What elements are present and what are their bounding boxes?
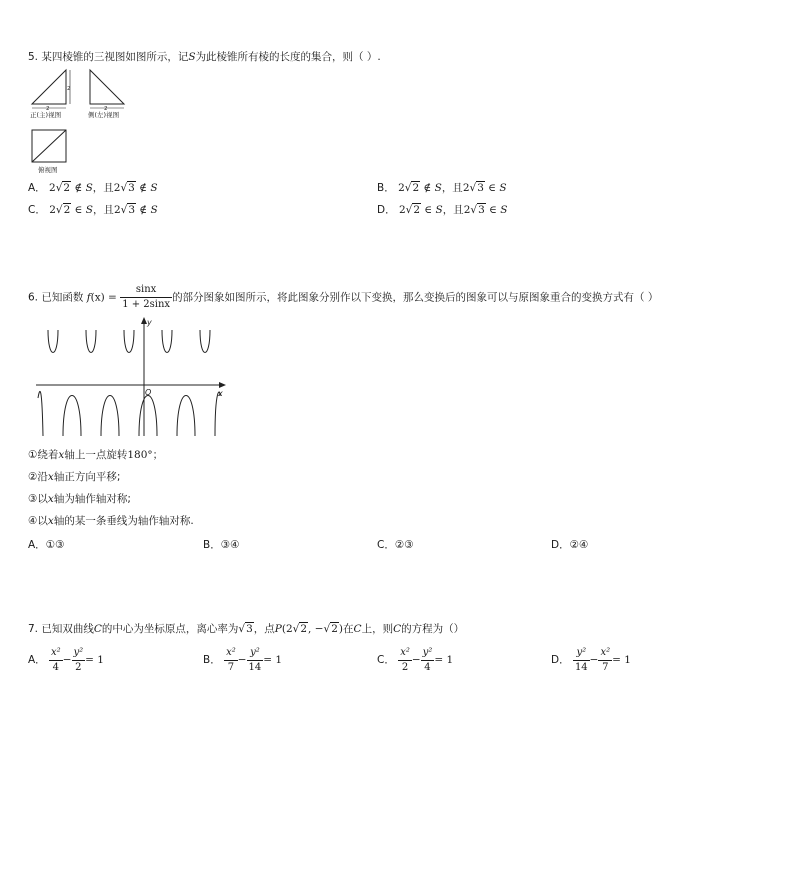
frac-numerator: x² bbox=[49, 646, 63, 661]
set-var: S bbox=[500, 204, 508, 216]
radicand: 3 bbox=[128, 182, 135, 194]
q5-option-b[interactable] bbox=[377, 180, 507, 195]
upper-branch bbox=[86, 330, 96, 353]
q6-fraction bbox=[120, 283, 172, 312]
set-var: S bbox=[85, 204, 93, 216]
conj: ，且 bbox=[442, 204, 464, 216]
frac-numerator: sinx bbox=[120, 283, 172, 298]
func-name: f bbox=[86, 291, 91, 304]
option-letter: D． bbox=[551, 539, 570, 551]
item-var: x bbox=[47, 471, 54, 483]
x-axis-label: x bbox=[218, 389, 223, 398]
q5-three-view-figure bbox=[28, 68, 138, 178]
frac-numerator: y² bbox=[573, 646, 590, 661]
option-text: ③④ bbox=[220, 539, 240, 551]
func-arg: (x) = bbox=[90, 291, 117, 304]
option-letter: C． bbox=[377, 539, 395, 551]
set-var: S bbox=[499, 182, 507, 194]
top-view-label: 俯视图 bbox=[38, 166, 58, 174]
option-letter: C． bbox=[377, 654, 395, 666]
top-view-diagonal bbox=[32, 130, 66, 162]
rhs: = 1 bbox=[85, 654, 104, 666]
conj: ，且 bbox=[92, 182, 114, 194]
q6-option-a[interactable] bbox=[28, 537, 65, 552]
option-letter: D． bbox=[377, 204, 396, 216]
item-var: x bbox=[58, 449, 65, 461]
option-text: ②③ bbox=[394, 539, 414, 551]
conj: ，且 bbox=[441, 182, 463, 194]
option-letter: A． bbox=[28, 182, 46, 194]
lower-branch bbox=[215, 392, 220, 436]
side-view-width-label: 2 bbox=[104, 106, 108, 112]
radicand: 3 bbox=[478, 204, 485, 216]
coef: 2 bbox=[49, 182, 56, 194]
coef: 2 bbox=[113, 182, 121, 194]
frac-numerator: y² bbox=[72, 646, 86, 661]
front-view-label: 正(主)视图 bbox=[30, 111, 62, 119]
lower-branch bbox=[177, 396, 195, 437]
relation: ∉ bbox=[74, 182, 83, 194]
radicand: 2 bbox=[63, 182, 71, 194]
sqrt-2: √2 bbox=[404, 182, 420, 194]
q6-option-c[interactable] bbox=[377, 537, 414, 552]
coef: 2 bbox=[398, 204, 406, 216]
item-text: ①绕着 bbox=[28, 449, 59, 461]
q6-option-d[interactable] bbox=[551, 537, 588, 552]
sqrt-coord: √2 bbox=[292, 623, 308, 635]
option-letter: B． bbox=[203, 539, 221, 551]
q5-stem-text-2: 为此棱锥所有棱的长度的集合，则（ ）. bbox=[195, 51, 381, 63]
item-text: ④以 bbox=[28, 515, 48, 527]
rhs: = 1 bbox=[263, 654, 283, 666]
upper-branch bbox=[200, 330, 210, 353]
radicand: 2 bbox=[413, 204, 421, 216]
frac-denominator: 14 bbox=[248, 661, 262, 673]
upper-branch bbox=[162, 330, 172, 353]
coef: 2 bbox=[463, 204, 471, 216]
q6-stem bbox=[28, 283, 658, 312]
q7-option-d[interactable]: D． $\frac{\text{y²}}{14}$ − $\frac{\text{x²}}{7}$ = 1 bbox=[551, 646, 631, 673]
radicand: 3 bbox=[128, 204, 136, 216]
conj: ，且 bbox=[92, 204, 114, 216]
q7-option-b[interactable]: B． $\frac{\text{x²}}{7}$ − $\frac{\text{y²}}{14}$ = 1 bbox=[203, 646, 283, 673]
lower-branch bbox=[101, 396, 119, 437]
frac-numerator: y² bbox=[421, 646, 435, 661]
coord: (2 bbox=[281, 623, 293, 635]
y-axis-label: y bbox=[147, 318, 152, 327]
option-text: ②④ bbox=[569, 539, 589, 551]
frac-denominator: 4 bbox=[52, 661, 60, 673]
radicand: 3 bbox=[246, 623, 253, 635]
option-letter: A． bbox=[28, 654, 46, 666]
set-var: S bbox=[150, 204, 158, 216]
relation: ∉ bbox=[139, 182, 147, 194]
frac-1 bbox=[573, 646, 590, 675]
frac-2 bbox=[247, 646, 264, 675]
radicand: 3 bbox=[477, 182, 484, 194]
coef: 2 bbox=[113, 204, 121, 216]
frac-numerator: y² bbox=[247, 646, 264, 661]
q6-item-2 bbox=[28, 469, 120, 484]
curve-var: C bbox=[93, 623, 102, 635]
q5-set-var: S bbox=[188, 51, 196, 63]
option-letter: A． bbox=[28, 539, 46, 551]
relation: ∈ bbox=[488, 182, 497, 194]
q7-stem-text: ，点 bbox=[253, 623, 275, 635]
item-text: 轴的某一条垂线为轴作轴对称. bbox=[53, 515, 194, 527]
frac-denominator: 4 bbox=[424, 661, 431, 673]
relation: ∈ bbox=[424, 204, 433, 216]
option-text: ①③ bbox=[45, 539, 65, 551]
side-view-triangle bbox=[90, 70, 124, 104]
relation: ∉ bbox=[423, 182, 432, 194]
sqrt-3: √3 bbox=[120, 182, 135, 194]
sqrt-3: √3 bbox=[120, 204, 136, 216]
rhs: = 1 bbox=[612, 654, 631, 666]
q5-option-c[interactable] bbox=[28, 202, 158, 217]
frac-1 bbox=[49, 646, 63, 675]
origin-label: O bbox=[145, 388, 152, 397]
lower-branch bbox=[63, 396, 81, 437]
frac-denominator: 14 bbox=[574, 661, 588, 673]
q5-option-d[interactable] bbox=[377, 202, 507, 217]
set-var: S bbox=[150, 182, 158, 194]
curve-var: C bbox=[393, 623, 402, 635]
radicand: 2 bbox=[63, 204, 71, 216]
sqrt-2: √2 bbox=[55, 204, 71, 216]
coef: 2 bbox=[398, 182, 405, 194]
frac-denominator: 2 bbox=[75, 661, 82, 673]
coef: 2 bbox=[462, 182, 470, 194]
q7-stem-text: 的方程为（） bbox=[401, 623, 465, 635]
upper-branch bbox=[48, 330, 58, 353]
coord: , − bbox=[308, 623, 324, 635]
q5-stem-text: 5. 某四棱锥的三视图如图所示，记 bbox=[28, 51, 189, 63]
frac-denominator: 7 bbox=[227, 661, 235, 673]
q7-option-c[interactable]: C． $\frac{\text{x²}}{2}$ − $\frac{\text{y²}}{4}$ = 1 bbox=[377, 646, 454, 673]
front-view-triangle bbox=[32, 70, 66, 104]
upper-branch bbox=[124, 330, 134, 353]
lower-branch bbox=[38, 391, 43, 436]
option-letter: B． bbox=[377, 182, 395, 194]
q6-option-b[interactable] bbox=[203, 537, 240, 552]
coef: 2 bbox=[49, 204, 56, 216]
set-var: S bbox=[434, 182, 442, 194]
q6-stem-text: 6. 已知函数 bbox=[28, 291, 84, 304]
rhs: = 1 bbox=[434, 654, 454, 666]
q6-item-1 bbox=[28, 447, 163, 462]
radicand: 2 bbox=[300, 623, 308, 635]
sqrt-coord: √2 bbox=[323, 623, 338, 635]
side-view-label: 侧(左)视图 bbox=[88, 111, 120, 119]
q5-stem bbox=[28, 49, 381, 64]
q7-stem-text: 7. 已知双曲线 bbox=[28, 623, 94, 635]
frac-numerator: x² bbox=[224, 646, 238, 661]
sqrt-3: √3 bbox=[469, 182, 484, 194]
radicand: 2 bbox=[412, 182, 420, 194]
front-view-width-label: 2 bbox=[46, 106, 50, 112]
relation: ∈ bbox=[74, 204, 83, 216]
q7-stem bbox=[28, 621, 464, 636]
item-text: 轴正方向平移; bbox=[53, 471, 121, 483]
frac-denominator: 2 bbox=[401, 661, 409, 673]
frac-denominator: 1 + 2sinx bbox=[122, 299, 171, 310]
relation: ∈ bbox=[489, 204, 497, 216]
radicand: 2 bbox=[331, 623, 338, 635]
sqrt-2: √2 bbox=[405, 204, 421, 216]
q7-stem-text: 在 bbox=[343, 623, 354, 635]
sqrt-ecc: √3 bbox=[238, 623, 253, 635]
q7-option-a[interactable]: A． $\frac{\text{x²}}{4}$ − $\frac{\text{y²}}{2}$ = 1 bbox=[28, 646, 104, 673]
set-var: S bbox=[435, 204, 443, 216]
option-letter: B． bbox=[203, 654, 221, 666]
frac-2 bbox=[421, 646, 435, 675]
item-text: ②沿 bbox=[28, 471, 48, 483]
frac-numerator: x² bbox=[598, 646, 612, 661]
coord: ) bbox=[338, 623, 344, 635]
relation: ∉ bbox=[139, 204, 148, 216]
q6-function-graph bbox=[34, 316, 234, 440]
frac-1 bbox=[224, 646, 238, 675]
q6-item-4 bbox=[28, 513, 194, 528]
frac-2 bbox=[598, 646, 612, 675]
option-letter: D． bbox=[551, 654, 570, 666]
frac-1 bbox=[398, 646, 412, 675]
q6-stem-text-2: 的部分图象如图所示，将此图象分别作以下变换，那么变换后的图象可以与原图象重合的变换方式有（ ） bbox=[172, 291, 659, 304]
item-text: 轴为轴作轴对称; bbox=[53, 493, 131, 505]
frac-numerator: x² bbox=[398, 646, 412, 661]
frac-denominator: 7 bbox=[602, 661, 609, 673]
item-text: 轴上一点旋转 bbox=[64, 449, 128, 461]
item-var: x bbox=[47, 515, 54, 527]
item-var: x bbox=[47, 493, 54, 505]
frac-2 bbox=[72, 646, 86, 675]
curve-var: C bbox=[353, 623, 362, 635]
item-text: ③以 bbox=[28, 493, 48, 505]
sqrt-3: √3 bbox=[470, 204, 485, 216]
item-extra: 180°； bbox=[127, 449, 164, 461]
option-letter: C． bbox=[28, 204, 46, 216]
sqrt-2: √2 bbox=[55, 182, 71, 194]
q6-item-3 bbox=[28, 491, 131, 506]
q7-stem-text: 的中心为坐标原点，离心率为 bbox=[101, 623, 239, 635]
x-axis-arrow bbox=[219, 382, 226, 388]
lower-branch bbox=[139, 396, 157, 437]
front-view-height-label: 2 bbox=[67, 86, 71, 92]
q7-stem-text: 上，则 bbox=[361, 623, 394, 635]
point-var: P bbox=[274, 623, 282, 635]
q5-option-a[interactable] bbox=[28, 180, 158, 195]
set-var: S bbox=[85, 182, 93, 194]
